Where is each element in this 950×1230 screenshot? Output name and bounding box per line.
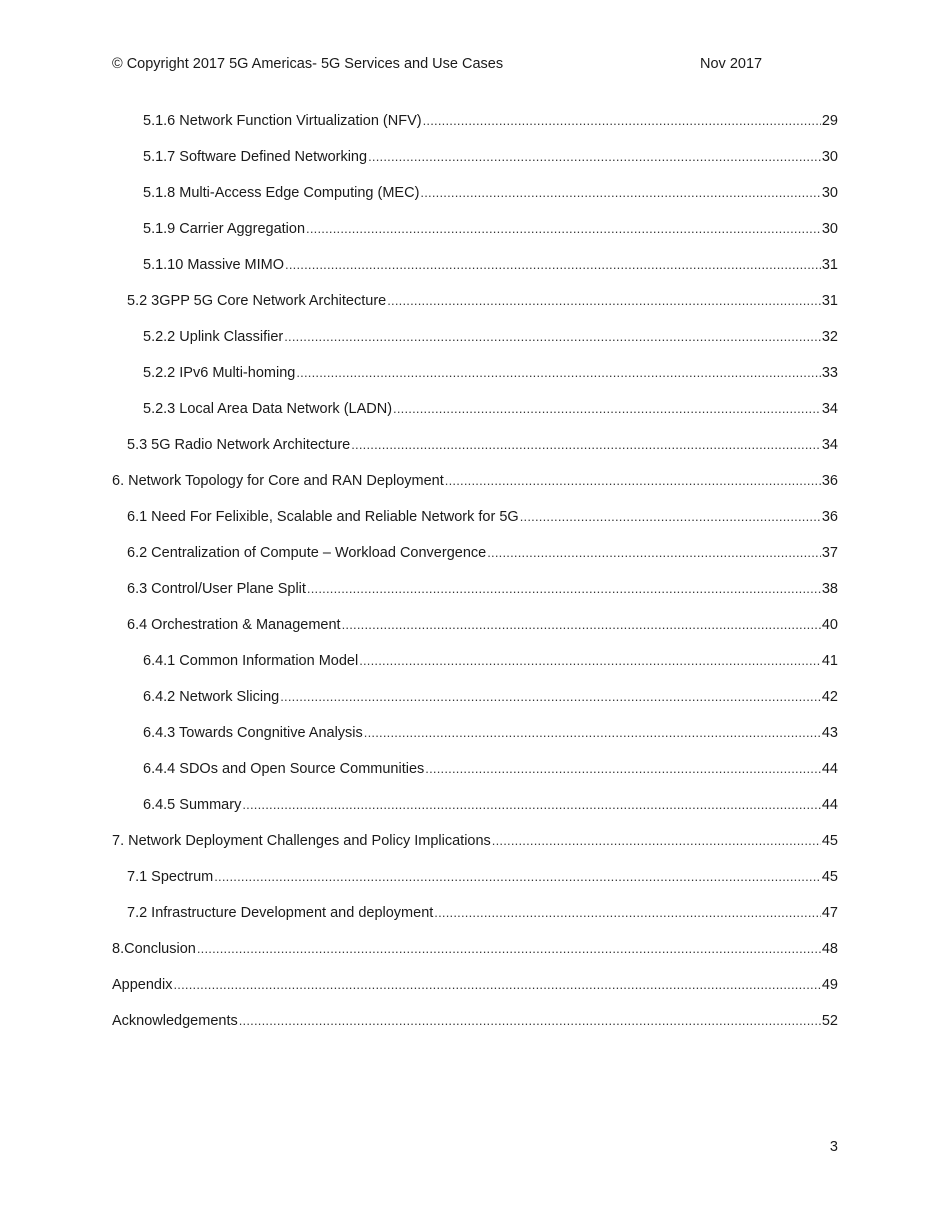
toc-entry-title: 6. Network Topology for Core and RAN Deployment xyxy=(112,473,444,489)
toc-link[interactable] xyxy=(143,148,838,166)
toc-entry-title: 6.4.4 SDOs and Open Source Communities xyxy=(143,761,425,777)
toc-link[interactable] xyxy=(143,652,838,670)
dot-leader xyxy=(214,868,821,886)
toc-entry-title: 6.3 Control/User Plane Split xyxy=(127,581,306,597)
toc-link[interactable] xyxy=(143,724,838,742)
table-of-contents xyxy=(0,112,950,1048)
toc-entry-page: 32 xyxy=(821,329,838,345)
dot-leader xyxy=(445,472,821,490)
toc-link[interactable] xyxy=(143,688,838,706)
toc-entry xyxy=(0,652,950,688)
toc-entry-title: Appendix xyxy=(112,977,173,993)
dot-leader xyxy=(520,508,821,526)
toc-entry xyxy=(0,832,950,868)
toc-link[interactable] xyxy=(112,940,838,958)
toc-entry-page: 33 xyxy=(821,365,838,381)
toc-link[interactable] xyxy=(127,616,838,634)
toc-entry xyxy=(0,796,950,832)
toc-entry-title: 7.2 Infrastructure Development and deployment xyxy=(127,905,434,921)
dot-leader xyxy=(197,940,821,958)
toc-entry-page: 34 xyxy=(821,401,838,417)
dot-leader xyxy=(364,724,821,742)
toc-entry xyxy=(0,760,950,796)
toc-entry-page: 36 xyxy=(821,509,838,525)
toc-entry-title: 8.Conclusion xyxy=(112,941,196,957)
dot-leader xyxy=(296,364,821,382)
dot-leader xyxy=(425,760,821,778)
toc-entry xyxy=(0,364,950,400)
toc-link[interactable] xyxy=(127,436,838,454)
toc-entry xyxy=(0,544,950,580)
dot-leader xyxy=(307,580,821,598)
toc-entry-page: 30 xyxy=(821,221,838,237)
dot-leader xyxy=(284,328,821,346)
toc-entry xyxy=(0,112,950,148)
toc-link[interactable] xyxy=(127,544,838,562)
dot-leader xyxy=(420,184,820,202)
toc-entry xyxy=(0,976,950,1012)
copyright-notice: © Copyright 2017 5G Americas- 5G Services and Use Cases xyxy=(112,56,504,72)
dot-leader xyxy=(285,256,821,274)
toc-link[interactable] xyxy=(143,112,838,130)
page-header xyxy=(112,56,772,76)
dot-leader xyxy=(368,148,821,166)
toc-entry-page: 47 xyxy=(821,905,838,921)
toc-link[interactable] xyxy=(143,256,838,274)
toc-entry-title: 5.3 5G Radio Network Architecture xyxy=(127,437,351,453)
toc-entry-title: 7.1 Spectrum xyxy=(127,869,214,885)
toc-entry-title: 6.2 Centralization of Compute – Workload Convergence xyxy=(127,545,487,561)
toc-entry-title: 5.1.10 Massive MIMO xyxy=(143,257,285,273)
toc-link[interactable] xyxy=(127,508,838,526)
toc-entry xyxy=(0,940,950,976)
toc-entry xyxy=(0,1012,950,1048)
toc-entry-page: 37 xyxy=(821,545,838,561)
dot-leader xyxy=(280,688,821,706)
toc-entry-page: 45 xyxy=(821,869,838,885)
toc-entry-title: 7. Network Deployment Challenges and Policy Implications xyxy=(112,833,491,849)
toc-entry-page: 30 xyxy=(821,185,838,201)
toc-link[interactable] xyxy=(112,832,838,850)
toc-entry xyxy=(0,868,950,904)
toc-entry xyxy=(0,508,950,544)
toc-entry xyxy=(0,472,950,508)
toc-link[interactable] xyxy=(143,760,838,778)
toc-entry-page: 34 xyxy=(821,437,838,453)
document-date: Nov 2017 xyxy=(700,56,763,72)
toc-link[interactable] xyxy=(127,580,838,598)
toc-link[interactable] xyxy=(127,904,838,922)
toc-entry-title: 5.2.2 IPv6 Multi-homing xyxy=(143,365,296,381)
toc-entry-title: 5.2.3 Local Area Data Network (LADN) xyxy=(143,401,393,417)
toc-link[interactable] xyxy=(112,1012,838,1030)
toc-entry-page: 40 xyxy=(821,617,838,633)
toc-entry xyxy=(0,184,950,220)
toc-entry-title: 6.4.2 Network Slicing xyxy=(143,689,280,705)
toc-entry-page: 31 xyxy=(821,257,838,273)
toc-entry-title: 6.4.3 Towards Congnitive Analysis xyxy=(143,725,363,741)
dot-leader xyxy=(173,976,820,994)
toc-entry xyxy=(0,256,950,292)
toc-entry xyxy=(0,400,950,436)
toc-entry-title: 6.4 Orchestration & Management xyxy=(127,617,341,633)
toc-entry xyxy=(0,580,950,616)
toc-entry-page: 41 xyxy=(821,653,838,669)
toc-entry xyxy=(0,688,950,724)
toc-link[interactable] xyxy=(127,292,838,310)
toc-entry-page: 31 xyxy=(821,293,838,309)
dot-leader xyxy=(387,292,821,310)
toc-entry-page: 52 xyxy=(821,1013,838,1029)
dot-leader xyxy=(242,796,821,814)
toc-entry-page: 48 xyxy=(821,941,838,957)
toc-link[interactable] xyxy=(127,868,838,886)
toc-link[interactable] xyxy=(143,796,838,814)
toc-entry-page: 45 xyxy=(821,833,838,849)
dot-leader xyxy=(239,1012,821,1030)
toc-entry-page: 44 xyxy=(821,797,838,813)
dot-leader xyxy=(351,436,821,454)
toc-entry-title: 6.4.1 Common Information Model xyxy=(143,653,359,669)
dot-leader xyxy=(359,652,821,670)
toc-link[interactable] xyxy=(143,364,838,382)
dot-leader xyxy=(492,832,821,850)
toc-link[interactable] xyxy=(143,220,838,238)
dot-leader xyxy=(434,904,821,922)
toc-entry xyxy=(0,724,950,760)
toc-entry xyxy=(0,904,950,940)
toc-entry xyxy=(0,148,950,184)
toc-entry-page: 44 xyxy=(821,761,838,777)
toc-entry-title: 5.1.9 Carrier Aggregation xyxy=(143,221,306,237)
toc-entry-title: 5.1.8 Multi-Access Edge Computing (MEC) xyxy=(143,185,420,201)
dot-leader xyxy=(342,616,821,634)
toc-entry-title: 5.2.2 Uplink Classifier xyxy=(143,329,284,345)
dot-leader xyxy=(393,400,821,418)
toc-entry xyxy=(0,616,950,652)
toc-entry xyxy=(0,436,950,472)
toc-entry xyxy=(0,220,950,256)
toc-entry xyxy=(0,292,950,328)
toc-entry-page: 38 xyxy=(821,581,838,597)
toc-entry-page: 29 xyxy=(821,113,838,129)
toc-entry-page: 43 xyxy=(821,725,838,741)
toc-entry-title: 5.1.7 Software Defined Networking xyxy=(143,149,368,165)
dot-leader xyxy=(306,220,821,238)
dot-leader xyxy=(423,112,821,130)
toc-link[interactable] xyxy=(143,328,838,346)
toc-entry-title: Acknowledgements xyxy=(112,1013,238,1029)
toc-entry-title: 6.4.5 Summary xyxy=(143,797,242,813)
toc-entry-title: 5.1.6 Network Function Virtualization (NFV) xyxy=(143,113,422,129)
toc-entry-page: 42 xyxy=(821,689,838,705)
toc-entry xyxy=(0,328,950,364)
toc-entry-page: 49 xyxy=(821,977,838,993)
toc-entry-page: 30 xyxy=(821,149,838,165)
toc-link[interactable] xyxy=(112,976,838,994)
toc-link[interactable] xyxy=(112,472,838,490)
page-number: 3 xyxy=(829,1139,838,1155)
toc-entry-page: 36 xyxy=(821,473,838,489)
toc-link[interactable] xyxy=(143,184,838,202)
toc-entry-title: 6.1 Need For Felixible, Scalable and Reliable Network for 5G xyxy=(127,509,519,525)
toc-link[interactable] xyxy=(143,400,838,418)
toc-entry-title: 5.2 3GPP 5G Core Network Architecture xyxy=(127,293,387,309)
dot-leader xyxy=(487,544,821,562)
